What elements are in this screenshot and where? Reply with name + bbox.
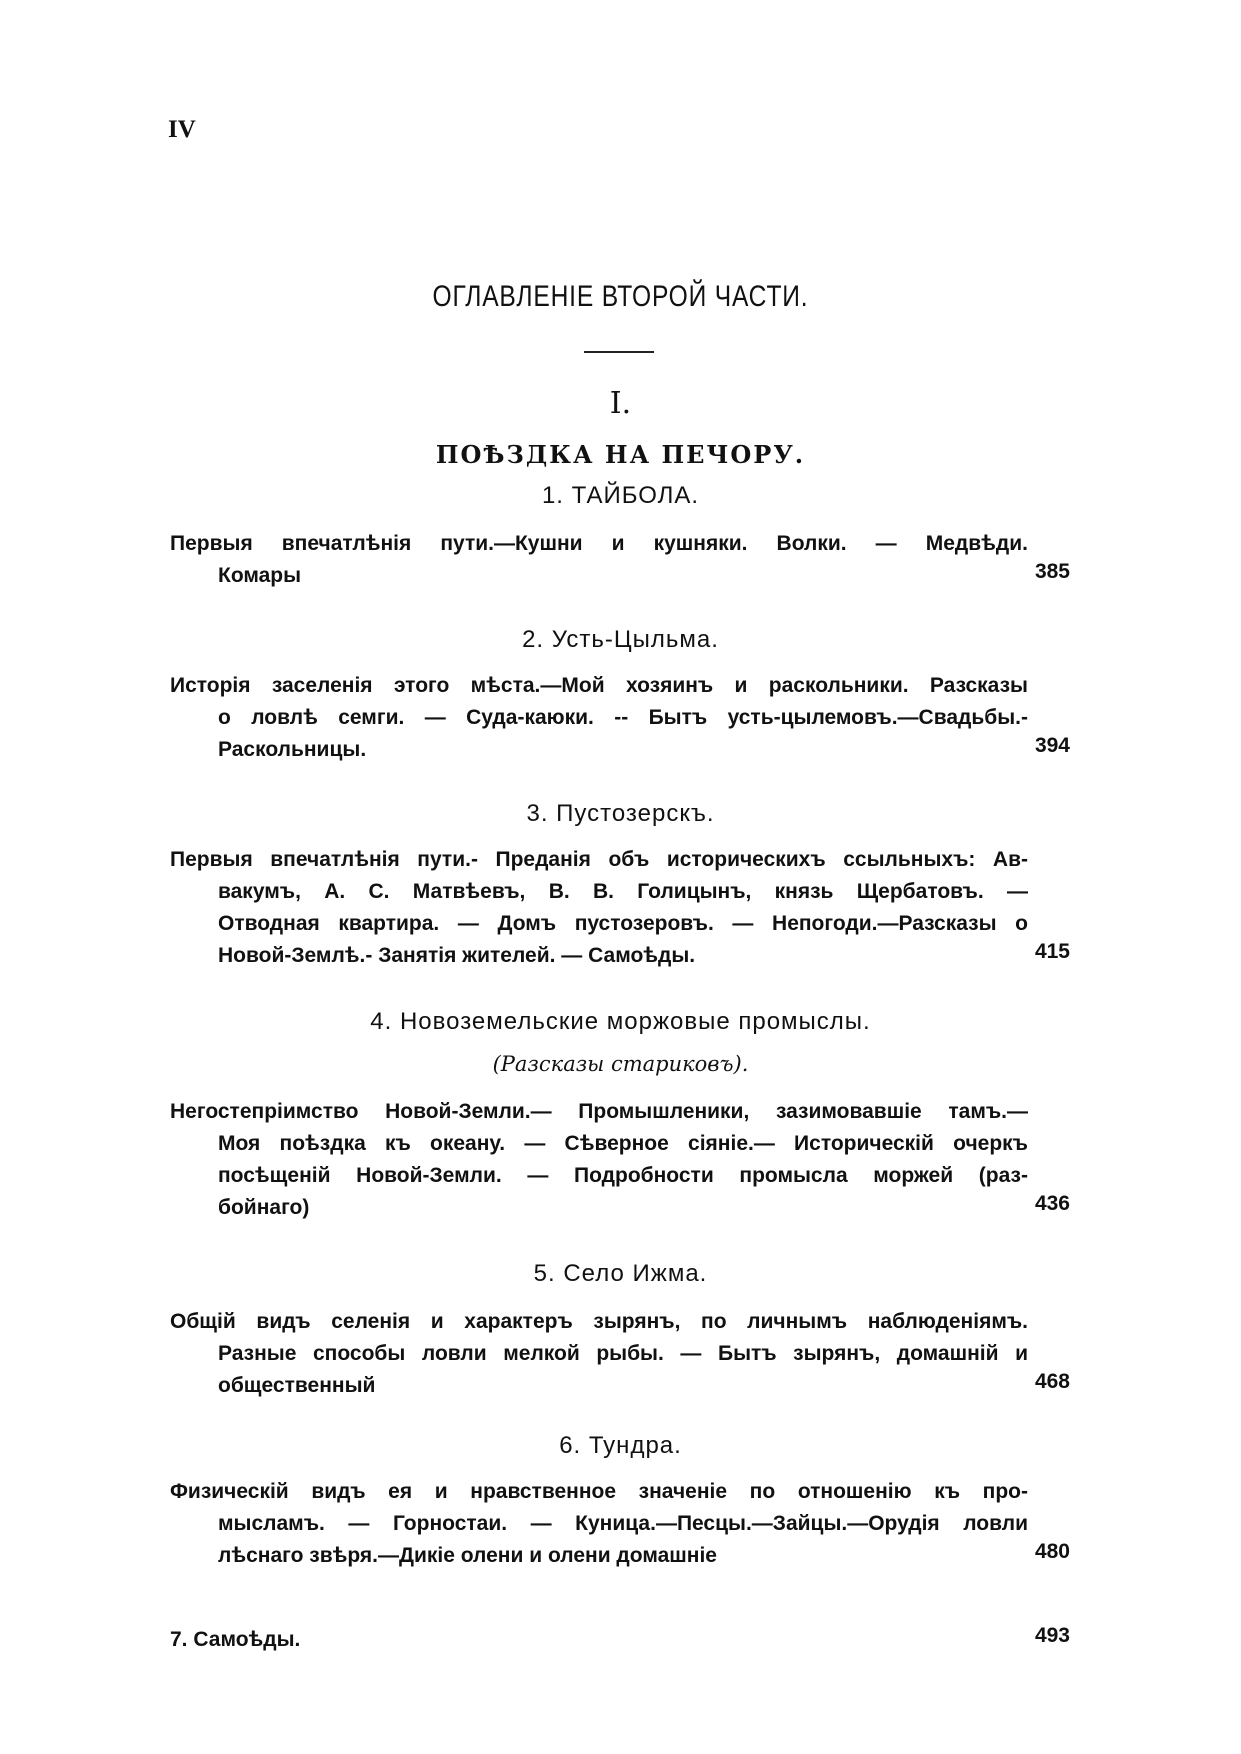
title-divider bbox=[584, 351, 654, 353]
toc-line: о ловлѣ семги. — Суда-каюки. -- Бытъ усть-цылемовъ.—Свадьбы.- bbox=[218, 706, 1028, 729]
toc-line: Физическiй видъ ея и нравственное значенiе по отношенiю къ про- bbox=[170, 1480, 1028, 1503]
page-ref: 385 bbox=[1034, 560, 1070, 583]
toc-line: Разные способы ловли мелкой рыбы. — Бытъ зырянъ, домашнiй и bbox=[218, 1342, 1028, 1365]
toc-line: Негостепрiимство Новой-Земли.— Промышленики, зазимовавшiе тамъ.— bbox=[170, 1100, 1028, 1123]
toc-line: Первыя впечатлѣнiя пути.—Кушни и кушняки. Волки. — Медвѣди. bbox=[170, 532, 1028, 555]
page-ref: 415 bbox=[1034, 940, 1070, 963]
section-6-heading: 6. Тундра. bbox=[559, 1432, 682, 1459]
section-2-heading: 2. Усть-Цыльма. bbox=[522, 626, 719, 653]
part-title: ПОѢЗДКА НА ПЕЧОРУ. bbox=[435, 440, 806, 469]
page-ref: 468 bbox=[1034, 1370, 1070, 1393]
toc-line: Исторiя заселенiя этого мѣста.—Мой хозяинъ и раскольники. Разсказы bbox=[170, 674, 1028, 697]
section-2-entry bbox=[170, 670, 1070, 766]
part-roman-numeral: I. bbox=[609, 386, 632, 421]
page-ref: 493 bbox=[1034, 1624, 1070, 1647]
toc-line: Общiй видъ селенiя и характеръ зырянъ, по личнымъ наблюденiямъ. bbox=[170, 1310, 1028, 1333]
toc-line: лѣснаго звѣря.—Дикiе олени и олени домашнiе bbox=[218, 1544, 717, 1567]
page-number: IV bbox=[168, 116, 196, 143]
section-4-heading: 4. Новоземельские моржовые промыслы. bbox=[370, 1008, 871, 1035]
page-ref: 480 bbox=[1034, 1540, 1070, 1563]
section-5-heading: 5. Село Ижма. bbox=[533, 1260, 708, 1287]
section-5-entry bbox=[170, 1306, 1070, 1402]
page-title: ОГЛАВЛЕНIЕ ВТОРОЙ ЧАСТИ. bbox=[432, 280, 809, 313]
toc-line: посѣщенiй Новой-Земли. — Подробности промысла моржей (раз- bbox=[218, 1164, 1028, 1187]
toc-line: бойнаго) bbox=[218, 1196, 310, 1219]
toc-line: вакумъ, А. С. Матвѣевъ, В. В. Голицынъ, князь Щербатовъ. — bbox=[218, 880, 1028, 903]
toc-line: Новой-Землѣ.- Занятiя жителей. — Самоѣды. bbox=[218, 944, 696, 967]
section-3-heading: 3. Пустозерскъ. bbox=[526, 800, 715, 827]
toc-line: 7. Самоѣды. bbox=[170, 1628, 301, 1651]
toc-line: Раскольницы. bbox=[218, 738, 367, 761]
page-ref: 394 bbox=[1034, 734, 1070, 757]
section-7-entry bbox=[170, 1624, 1070, 1656]
section-1-heading: 1. ТАЙБОЛА. bbox=[541, 482, 700, 509]
section-4-entry bbox=[170, 1096, 1070, 1224]
toc-line: Первыя впечатлѣнiя пути.- Преданiя объ историческихъ ссыльныхъ: Ав- bbox=[170, 848, 1028, 871]
toc-line: общественный bbox=[218, 1374, 376, 1397]
page-ref: 436 bbox=[1034, 1192, 1070, 1215]
section-4-subheading: (Разсказы стариковъ). bbox=[492, 1052, 749, 1076]
section-1-entry bbox=[170, 528, 1070, 592]
toc-line: Моя поѣздка къ океану. — Сѣверное сiянiе.— Историческiй очеркъ bbox=[218, 1132, 1028, 1155]
toc-line: Комары bbox=[218, 564, 302, 587]
section-3-entry bbox=[170, 844, 1070, 972]
section-6-entry bbox=[170, 1476, 1070, 1572]
toc-line: Отводная квартира. — Домъ пустозеровъ. — Непогоди.—Разсказы о bbox=[218, 912, 1028, 935]
toc-line: мысламъ. — Горностаи. — Куница.—Песцы.—Зайцы.—Орудiя ловли bbox=[218, 1512, 1028, 1535]
